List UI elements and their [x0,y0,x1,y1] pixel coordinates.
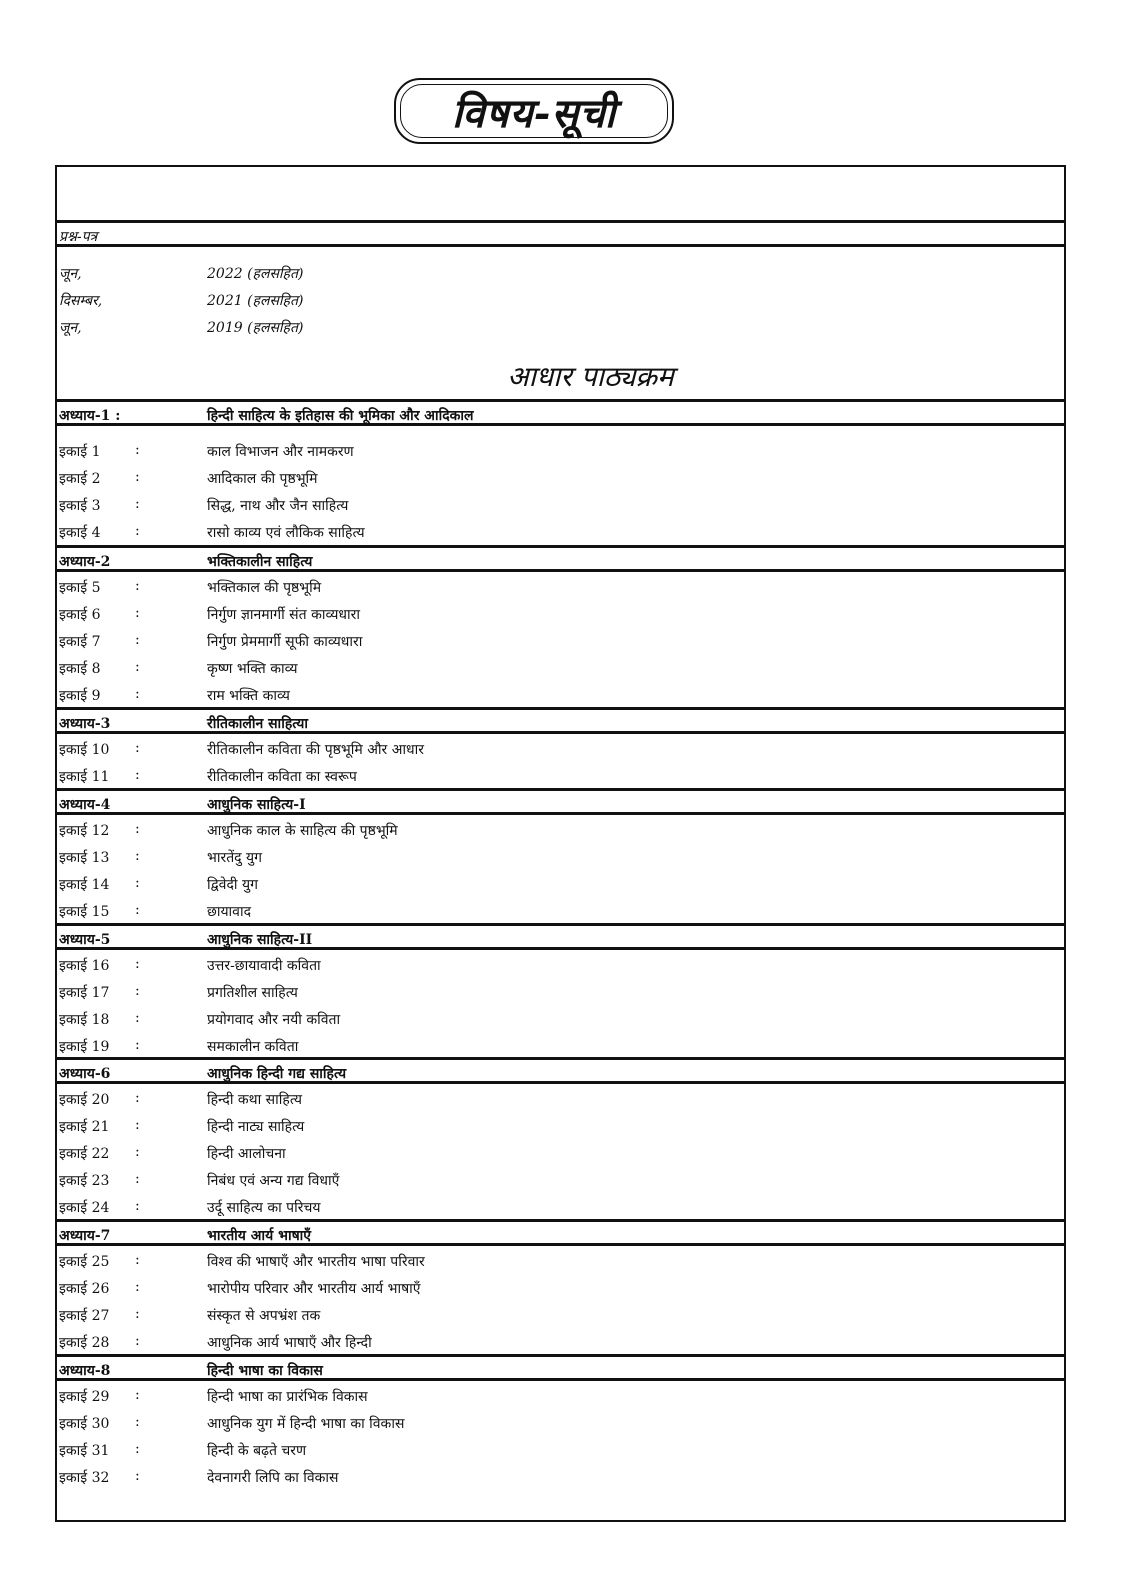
unit-label: इकाई 19 [59,1039,110,1055]
unit-label: इकाई 1 [59,444,101,460]
chapter-title: हिन्दी साहित्य के इतिहास की भूमिका और आदिकाल [207,408,474,424]
unit-row [57,870,1064,897]
unit-row [57,1328,1064,1355]
unit-row [57,464,1064,491]
qp-year: 2021 (हलसहित) [207,293,304,309]
unit-row [57,491,1064,518]
unit-row [57,1301,1064,1328]
unit-separator: : [135,983,140,999]
chapter-title: आधुनिक हिन्दी गद्य साहित्य [207,1066,347,1082]
chapter-label: अध्याय-4 [59,797,111,813]
unit-row [57,1166,1064,1193]
unit-label: इकाई 4 [59,525,101,541]
unit-title: प्रयोगवाद और नयी कविता [207,1012,341,1028]
qp-month: जून, [59,320,82,336]
section-title: आधार पाठ्यक्रम [507,360,674,393]
unit-separator: : [135,1117,140,1133]
unit-label: इकाई 18 [59,1012,110,1028]
unit-label: इकाई 25 [59,1254,110,1270]
unit-title: आधुनिक काल के साहित्य की पृष्ठभूमि [207,823,398,839]
chapter-header [57,399,1064,426]
chapter-header [57,707,1064,734]
unit-row [57,1247,1064,1274]
chapter-label: अध्याय-5 [59,932,111,948]
chapter-header [57,923,1064,950]
unit-label: इकाई 16 [59,958,110,974]
chapter-label: अध्याय-2 [59,554,111,570]
unit-title: प्रगतिशील साहित्य [207,985,298,1001]
unit-row [57,1032,1064,1059]
chapter-header [57,788,1064,815]
unit-separator: : [135,1468,140,1484]
unit-row [57,816,1064,843]
unit-title: निबंध एवं अन्य गद्य विधाएँ [207,1173,340,1189]
unit-title: सिद्ध, नाथ और जैन साहित्य [207,498,349,514]
chapter-title: आधुनिक साहित्य-II [207,932,313,948]
unit-label: इकाई 8 [59,661,101,677]
unit-label: इकाई 27 [59,1308,110,1324]
unit-row [57,897,1064,924]
unit-separator: : [135,1198,140,1214]
unit-title: हिन्दी कथा साहित्य [207,1092,303,1108]
unit-separator: : [135,1333,140,1349]
unit-label: इकाई 15 [59,904,110,920]
unit-label: इकाई 9 [59,688,101,704]
unit-row [57,1085,1064,1112]
unit-separator: : [135,686,140,702]
unit-row [57,735,1064,762]
chapter-label: अध्याय-7 [59,1228,111,1244]
unit-title: आदिकाल की पृष्ठभूमि [207,471,318,487]
question-paper-row [57,259,1064,286]
unit-separator: : [135,632,140,648]
unit-row [57,762,1064,789]
unit-label: इकाई 7 [59,634,101,650]
question-paper-label: प्रश्न-पत्र [59,229,98,245]
unit-title: निर्गुण ज्ञानमार्गी संत काव्यधारा [207,607,360,623]
unit-label: इकाई 28 [59,1335,110,1351]
unit-row [57,1436,1064,1463]
chapter-header [57,545,1064,572]
unit-separator: : [135,1171,140,1187]
unit-separator: : [135,1279,140,1295]
question-paper-header [57,220,1064,247]
unit-label: इकाई 22 [59,1146,110,1162]
unit-row [57,437,1064,464]
unit-label: इकाई 13 [59,850,110,866]
unit-title: छायावाद [207,904,252,920]
unit-separator: : [135,523,140,539]
unit-separator: : [135,767,140,783]
unit-label: इकाई 24 [59,1200,110,1216]
page-title-box [394,78,674,144]
unit-separator: : [135,740,140,756]
unit-row [57,1274,1064,1301]
unit-label: इकाई 17 [59,985,110,1001]
chapter-label: अध्याय-1 : [59,408,121,424]
unit-row [57,600,1064,627]
unit-separator: : [135,1387,140,1403]
unit-title: आधुनिक युग में हिन्दी भाषा का विकास [207,1416,405,1432]
unit-label: इकाई 11 [59,769,110,785]
unit-separator: : [135,1037,140,1053]
unit-row [57,951,1064,978]
contents-frame [55,165,1066,1522]
chapter-title: हिन्दी भाषा का विकास [207,1363,323,1379]
qp-month: दिसम्बर, [59,293,103,309]
unit-label: इकाई 26 [59,1281,110,1297]
qp-year: 2022 (हलसहित) [207,266,304,282]
unit-separator: : [135,902,140,918]
unit-separator: : [135,848,140,864]
unit-title: भारोपीय परिवार और भारतीय आर्य भाषाएँ [207,1281,421,1297]
unit-title: भारतेंदु युग [207,850,263,866]
unit-title: कृष्ण भक्ति काव्य [207,661,298,677]
unit-separator: : [135,1414,140,1430]
page-title: विषय-सूची [451,89,617,137]
unit-title: आधुनिक आर्य भाषाएँ और हिन्दी [207,1335,372,1351]
unit-title: हिन्दी आलोचना [207,1146,286,1162]
unit-separator: : [135,442,140,458]
chapter-title: आधुनिक साहित्य-I [207,797,306,813]
unit-title: उत्तर-छायावादी कविता [207,958,321,974]
unit-separator: : [135,875,140,891]
unit-label: इकाई 6 [59,607,101,623]
unit-label: इकाई 30 [59,1416,110,1432]
chapter-header [57,1219,1064,1246]
unit-label: इकाई 20 [59,1092,110,1108]
unit-row [57,1005,1064,1032]
unit-title: निर्गुण प्रेममार्गी सूफी काव्यधारा [207,634,363,650]
unit-title: रासो काव्य एवं लौकिक साहित्य [207,525,365,541]
unit-row [57,654,1064,681]
unit-label: इकाई 14 [59,877,110,893]
unit-title: देवनागरी लिपि का विकास [207,1470,339,1486]
unit-label: इकाई 31 [59,1443,110,1459]
unit-title: विश्व की भाषाएँ और भारतीय भाषा परिवार [207,1254,425,1270]
unit-title: उर्दू साहित्य का परिचय [207,1200,321,1216]
unit-title: रीतिकालीन कविता की पृष्ठभूमि और आधार [207,742,424,758]
chapter-label: अध्याय-3 [59,716,111,732]
unit-row [57,627,1064,654]
unit-separator: : [135,469,140,485]
unit-label: इकाई 23 [59,1173,110,1189]
unit-label: इकाई 10 [59,742,110,758]
unit-row [57,681,1064,708]
qp-month: जून, [59,266,82,282]
chapter-title: भारतीय आर्य भाषाएँ [207,1228,312,1244]
unit-title: हिन्दी नाट्य साहित्य [207,1119,305,1135]
unit-separator: : [135,1010,140,1026]
unit-title: भक्तिकाल की पृष्ठभूमि [207,580,322,596]
qp-year: 2019 (हलसहित) [207,320,304,336]
unit-label: इकाई 2 [59,471,101,487]
unit-row [57,843,1064,870]
question-paper-row [57,286,1064,313]
unit-row [57,978,1064,1005]
chapter-title: भक्तिकालीन साहित्य [207,554,313,570]
unit-separator: : [135,605,140,621]
unit-row [57,1463,1064,1490]
unit-row [57,1409,1064,1436]
unit-row [57,1139,1064,1166]
unit-separator: : [135,496,140,512]
unit-label: इकाई 29 [59,1389,110,1405]
unit-title: हिन्दी के बढ़ते चरण [207,1443,307,1459]
unit-label: इकाई 12 [59,823,110,839]
unit-row [57,518,1064,545]
chapter-label: अध्याय-6 [59,1066,111,1082]
chapter-title: रीतिकालीन साहित्या [207,716,309,732]
unit-title: राम भक्ति काव्य [207,688,290,704]
unit-label: इकाई 32 [59,1470,110,1486]
unit-title: द्विवेदी युग [207,877,258,893]
chapter-label: अध्याय-8 [59,1363,111,1379]
unit-title: समकालीन कविता [207,1039,299,1055]
chapter-header [57,1354,1064,1381]
unit-separator: : [135,1306,140,1322]
chapter-header [57,1057,1064,1084]
unit-row [57,573,1064,600]
unit-separator: : [135,659,140,675]
unit-separator: : [135,821,140,837]
unit-label: इकाई 21 [59,1119,110,1135]
unit-separator: : [135,578,140,594]
unit-row [57,1112,1064,1139]
unit-label: इकाई 3 [59,498,101,514]
unit-separator: : [135,1090,140,1106]
unit-row [57,1193,1064,1220]
unit-title: संस्कृत से अपभ्रंश तक [207,1308,321,1324]
question-paper-row [57,313,1064,340]
unit-separator: : [135,1144,140,1160]
unit-label: इकाई 5 [59,580,101,596]
unit-row [57,1382,1064,1409]
unit-separator: : [135,956,140,972]
unit-title: हिन्दी भाषा का प्रारंभिक विकास [207,1389,368,1405]
unit-separator: : [135,1441,140,1457]
unit-title: काल विभाजन और नामकरण [207,444,354,460]
unit-separator: : [135,1252,140,1268]
unit-title: रीतिकालीन कविता का स्वरूप [207,769,357,785]
